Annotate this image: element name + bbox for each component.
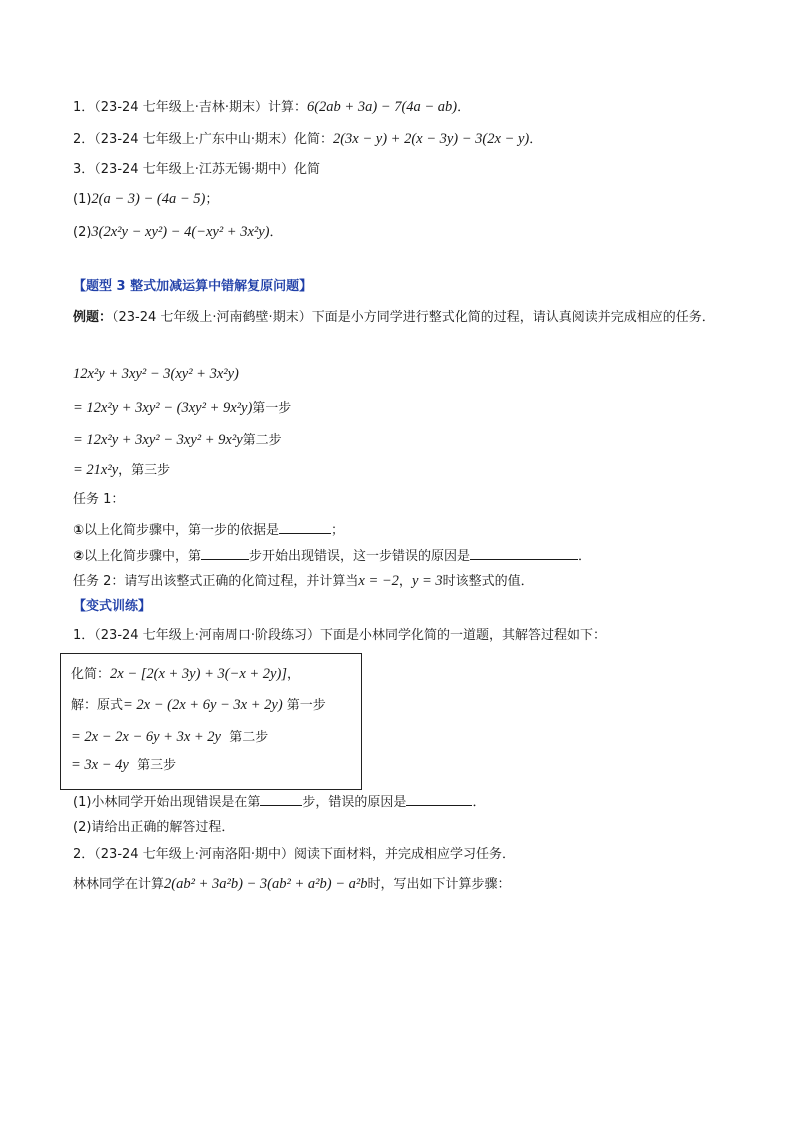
box-line-1 — [71, 664, 300, 685]
punctuation: ． — [529, 132, 543, 147]
math-expression: 2(a − 3) − (4a − 5) — [91, 191, 206, 207]
step-note: 第一步 — [286, 698, 326, 713]
punctuation: ． — [578, 549, 592, 564]
example-intro — [73, 306, 723, 330]
solution-box — [60, 653, 362, 790]
variant-q1-sub-2: (2)请给出正确的解答过程． — [73, 820, 235, 835]
variant-heading: 【变式训练】 — [73, 599, 152, 614]
math-expression: = 12x²y + 3xy² − (3xy² + 9x²y) — [73, 400, 253, 416]
problem-source: （23-24 七年级上·广东中山·期末）化简： — [94, 132, 333, 147]
example-text: （23-24 七年级上·河南鹤壁·期末）下面是小方同学进行整式化简的过程，请认真阅读并完成相应的任务． — [112, 310, 715, 325]
variant-question-2-line-2 — [73, 874, 510, 895]
answer-blank[interactable] — [201, 545, 249, 560]
math-expression: = 2x − (2x + 6y − 3x + 2y) — [123, 697, 283, 713]
math-expression: x = −2 — [358, 573, 399, 589]
step-note: 第二步 — [229, 730, 269, 745]
math-expression: = 21x²y — [73, 462, 119, 478]
problem-3-part-1 — [73, 189, 218, 210]
punctuation: ， — [286, 667, 300, 682]
box-line-3 — [71, 727, 268, 748]
math-expression: 2x − [2(x + 3y) + 3(−x + 2y)] — [110, 666, 287, 682]
punctuation: ． — [457, 100, 471, 115]
punctuation: ； — [205, 192, 219, 207]
task-1-question-1 — [73, 519, 344, 541]
punctuation: ． — [472, 795, 486, 810]
math-expression: 2(3x − y) + 2(x − 3y) − 3(2x − y) — [332, 131, 530, 147]
problem-number: 2． — [73, 132, 95, 147]
question-text: （23-24 七年级上·河南周口·阶段练习）下面是小林同学化简的一道题，其解答过程如下： — [94, 628, 606, 643]
step-line-3 — [73, 460, 170, 481]
part-label: (2) — [73, 225, 92, 240]
answer-blank[interactable] — [279, 519, 331, 534]
circled-one-icon: ① — [73, 523, 85, 538]
example-label: 例题： — [73, 310, 113, 325]
math-expression: 3(2x²y − xy²) − 4(−xy² + 3x²y) — [91, 224, 270, 240]
problem-number: 2． — [73, 847, 95, 862]
box-label: 解：原式 — [71, 698, 124, 713]
task-1-label: 任务 1： — [73, 492, 125, 507]
question-text: 时，写出如下计算步骤： — [367, 877, 511, 892]
answer-blank[interactable] — [260, 791, 302, 806]
math-expression: 6(2ab + 3a) − 7(4a − ab) — [306, 99, 458, 115]
answer-blank[interactable] — [470, 545, 578, 560]
step-note: 第一步 — [252, 401, 292, 416]
task-2-text: 任务 2：请写出该整式正确的化简过程，并计算当 — [73, 574, 359, 589]
math-expression: = 3x − 4y — [71, 757, 129, 773]
math-expression: = 12x²y + 3xy² − 3xy² + 9x²y — [73, 432, 243, 448]
math-expression: y = 3 — [411, 573, 443, 589]
task-2 — [73, 571, 534, 592]
problem-source: （23-24 七年级上·江苏无锡·期中）化简 — [94, 162, 320, 177]
step-note: 第二步 — [242, 433, 282, 448]
question-text: 林林同学在计算 — [73, 877, 165, 892]
step-line-2 — [73, 430, 282, 451]
step-note: 第三步 — [137, 758, 177, 773]
question-text: 以上化简步骤中，第 — [84, 549, 202, 564]
problem-number: 3． — [73, 162, 95, 177]
question-text: 步，错误的原因是 — [302, 795, 407, 810]
problem-3 — [73, 160, 320, 180]
problem-3-part-2 — [73, 222, 283, 243]
task-1-question-2 — [73, 545, 591, 567]
variant-q1-sub-1 — [73, 791, 485, 813]
circled-two-icon: ② — [73, 549, 85, 564]
problem-number: 1． — [73, 100, 95, 115]
question-text: (1)小林同学开始出现错误是在第 — [73, 795, 261, 810]
problem-number: 1． — [73, 628, 95, 643]
punctuation: ． — [269, 225, 283, 240]
step-line-0 — [73, 364, 239, 385]
variant-question-1 — [73, 626, 606, 646]
question-text: 以上化简步骤中，第一步的依据是 — [84, 523, 280, 538]
question-text: 步开始出现错误，这一步错误的原因是 — [249, 549, 471, 564]
task-2-end: 时该整式的值． — [442, 574, 534, 589]
step-note: ，第三步 — [118, 463, 171, 478]
answer-blank[interactable] — [406, 791, 472, 806]
step-line-1 — [73, 398, 291, 419]
math-expression: 2(ab² + 3a²b) − 3(ab² + a²b) − a²b — [164, 876, 368, 892]
variant-question-2 — [73, 845, 515, 865]
box-line-2 — [71, 695, 326, 716]
box-label: 化简： — [71, 667, 111, 682]
question-text: （23-24 七年级上·河南洛阳·期中）阅读下面材料，并完成相应学习任务． — [94, 847, 515, 862]
problem-source: （23-24 七年级上·吉林·期末）计算： — [94, 100, 307, 115]
punctuation: ， — [398, 574, 412, 589]
math-expression: 12x²y + 3xy² − 3(xy² + 3x²y) — [73, 366, 239, 382]
punctuation: ； — [331, 523, 345, 538]
problem-1 — [73, 97, 470, 118]
part-label: (1) — [73, 192, 92, 207]
box-line-4 — [71, 755, 176, 776]
math-expression: = 2x − 2x − 6y + 3x + 2y — [71, 729, 221, 745]
problem-2 — [73, 129, 542, 150]
section-heading: 【题型 3 整式加减运算中错解复原问题】 — [73, 279, 313, 294]
